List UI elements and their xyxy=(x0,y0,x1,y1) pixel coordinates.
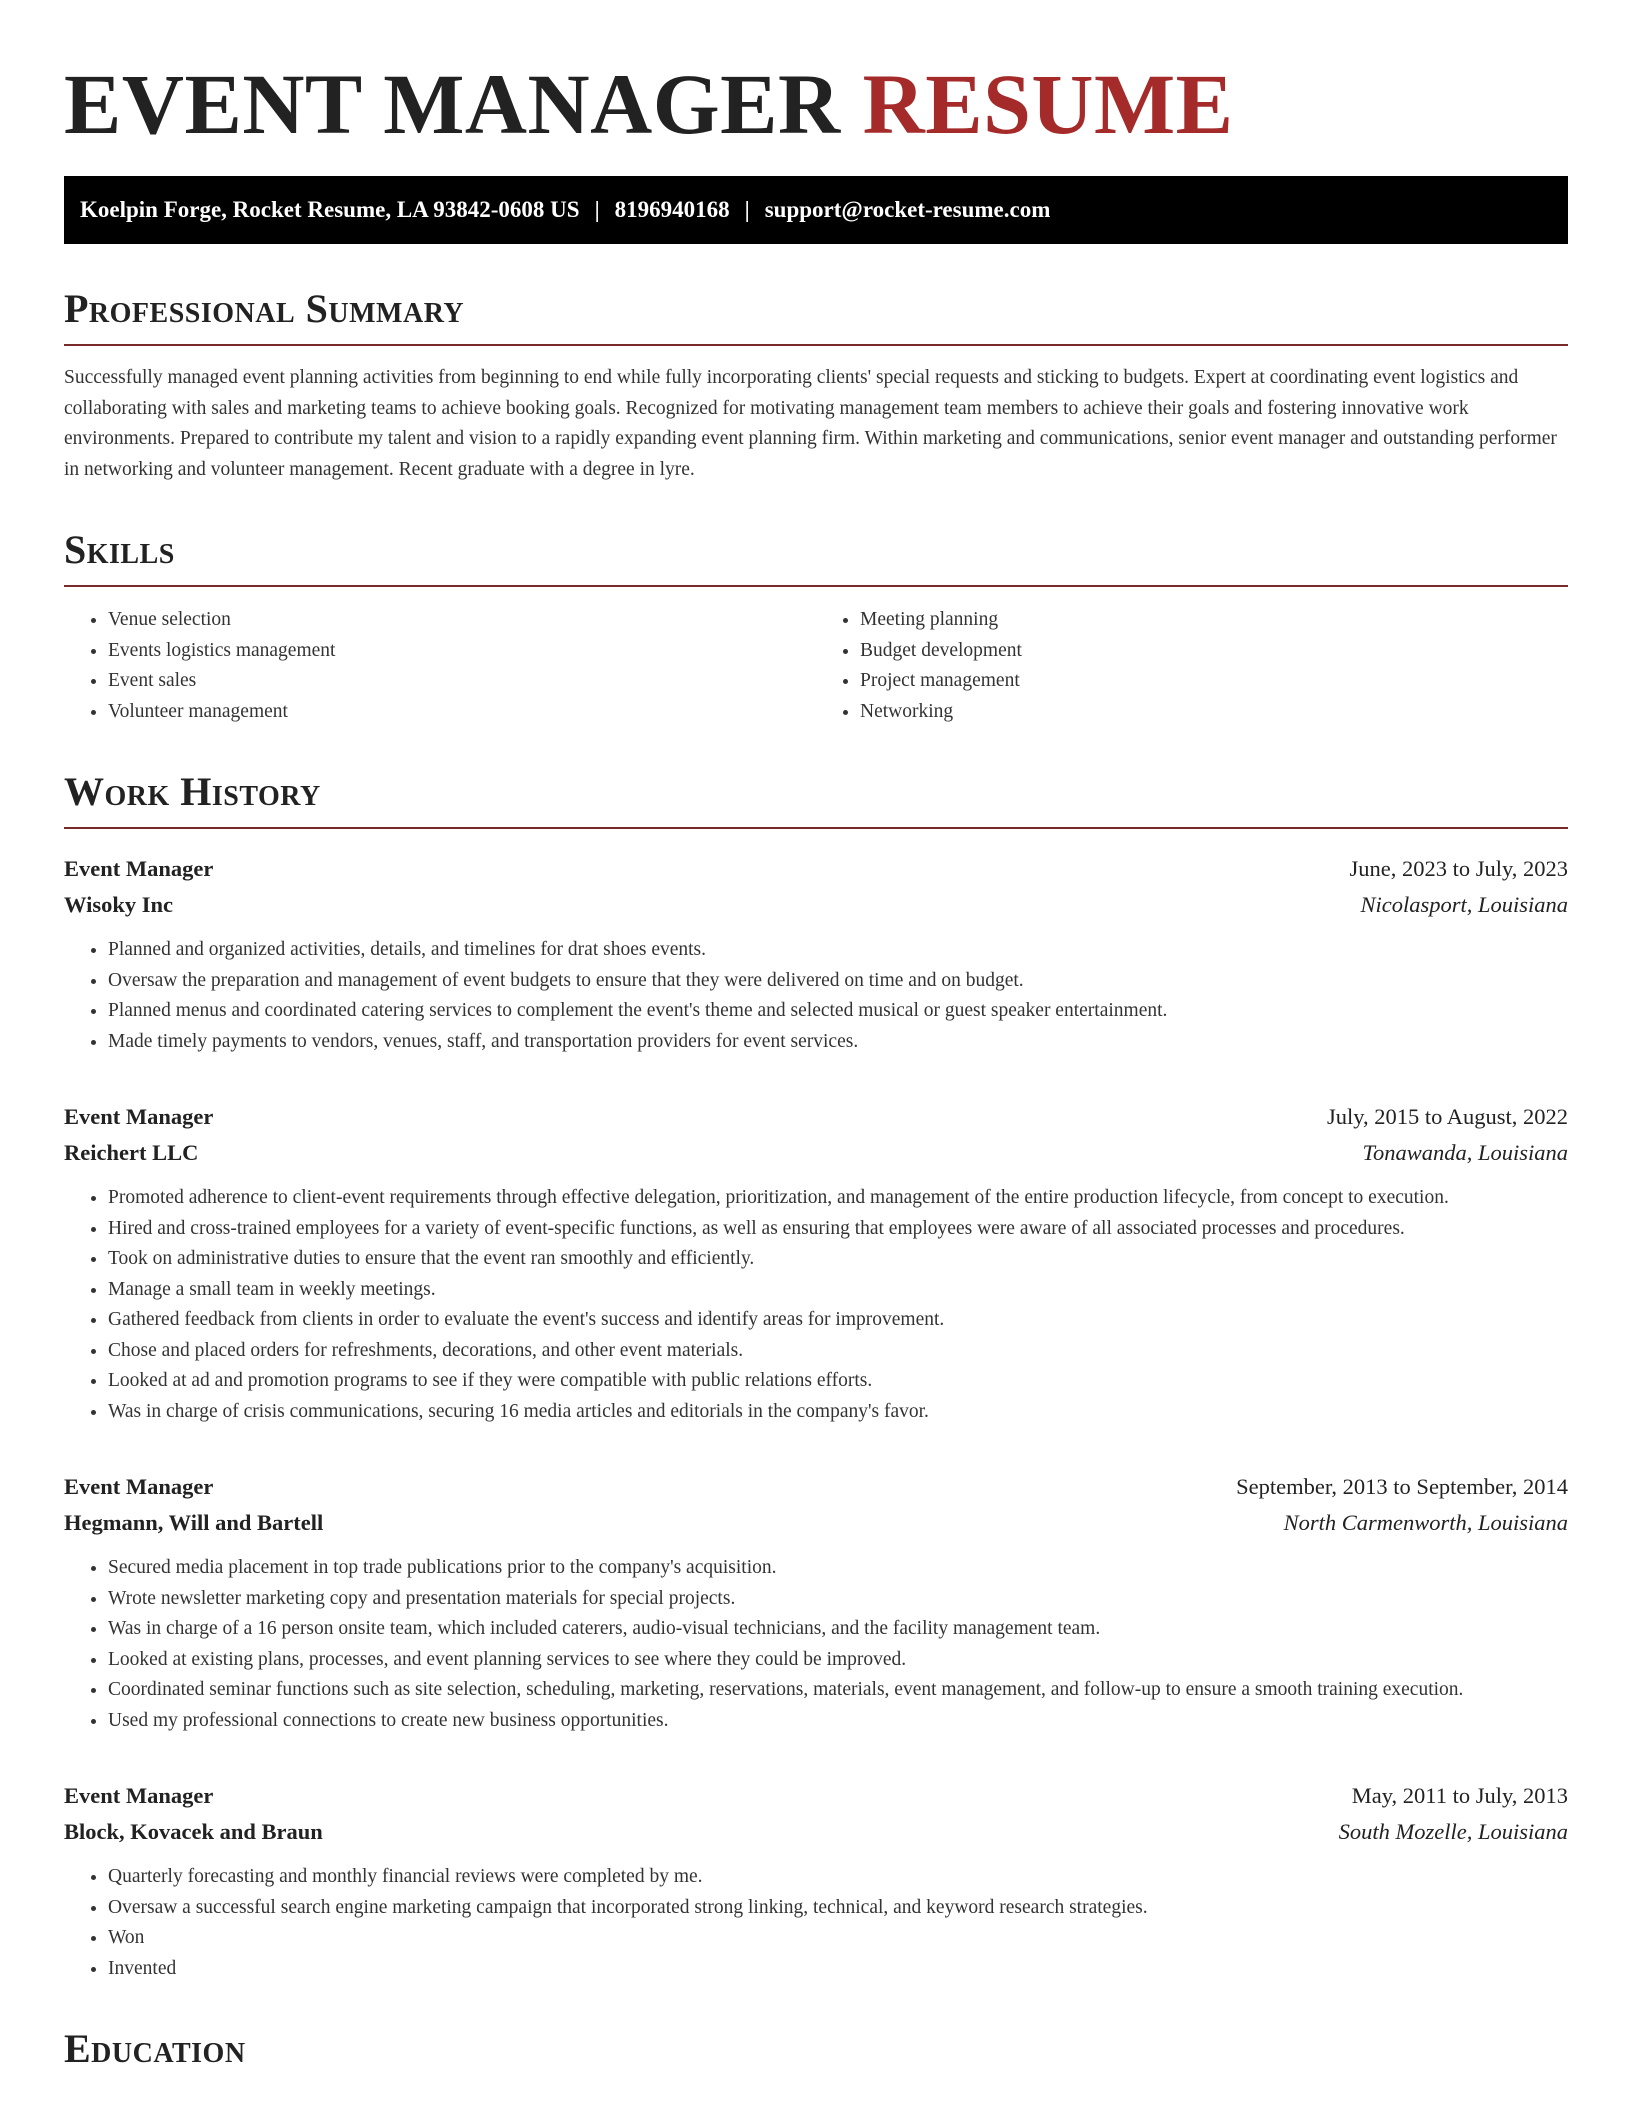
contact-email: support@rocket-resume.com xyxy=(764,197,1051,222)
resume-title xyxy=(64,58,1568,150)
section-divider xyxy=(64,344,1568,346)
skill-item: • Networking xyxy=(860,697,1568,728)
contact-bar xyxy=(64,176,1568,244)
job-bullet: • Promoted adherence to client-event requirements through effective delegation, prioritization, and management of the entire production lifecycle, from concept to execution. xyxy=(108,1183,1568,1214)
job-bullet: • Secured media placement in top trade publications prior to the company's acquisition. xyxy=(108,1553,1568,1584)
job-location: South Mozelle, Louisiana xyxy=(1338,1819,1568,1844)
skill-item: • Meeting planning xyxy=(860,605,1568,636)
job-company: Wisoky Inc xyxy=(64,892,173,917)
contact-phone: 8196940168 xyxy=(614,197,730,222)
job-bullet: • Planned and organized activities, details, and timelines for drat shoes events. xyxy=(108,935,1568,966)
job-bullet: • Oversaw a successful search engine marketing campaign that incorporated strong linking, technical, and keyword research strategies. xyxy=(108,1893,1568,1924)
job-bullet: • Planned menus and coordinated catering services to complement the event's theme and selected musical or guest speaker entertainment. xyxy=(108,996,1568,1027)
job-bullet: • Coordinated seminar functions such as site selection, scheduling, marketing, reservations, materials, event management, and follow-up to ensure a smooth training execution. xyxy=(108,1675,1568,1706)
job-dates: July, 2015 to August, 2022 xyxy=(1326,1104,1568,1129)
skills-list xyxy=(64,605,1568,727)
skill-item: • Event sales xyxy=(108,666,816,697)
job-bullets xyxy=(64,1862,1568,1984)
job-bullet: • Gathered feedback from clients in order to evaluate the event's success and identify areas for improvement. xyxy=(108,1305,1568,1336)
title-main: EVENT MANAGER xyxy=(64,56,841,152)
section-title-education: Education xyxy=(64,2026,246,2071)
section-title-skills: Skills xyxy=(64,527,175,572)
job-bullet: • Manage a small team in weekly meetings. xyxy=(108,1275,1568,1306)
job-bullet: • Hired and cross-trained employees for a variety of event-specific functions, as well as ensuring that employees were aware of all associated processes and procedures. xyxy=(108,1214,1568,1245)
job-entry xyxy=(64,1099,1568,1427)
skill-item: • Budget development xyxy=(860,636,1568,667)
job-bullets xyxy=(64,1553,1568,1736)
section-divider xyxy=(64,827,1568,829)
skills-column-right xyxy=(816,605,1568,727)
job-bullet: • Quarterly forecasting and monthly financial reviews were completed by me. xyxy=(108,1862,1568,1893)
job-dates: September, 2013 to September, 2014 xyxy=(1236,1474,1568,1499)
job-bullet: • Won xyxy=(108,1923,1568,1954)
job-entry xyxy=(64,851,1568,1057)
job-title: Event Manager xyxy=(64,856,214,881)
job-bullet: • Wrote newsletter marketing copy and presentation materials for special projects. xyxy=(108,1584,1568,1615)
skills-column-left xyxy=(64,605,816,727)
skill-item: • Volunteer management xyxy=(108,697,816,728)
contact-separator: | xyxy=(594,197,600,222)
job-title: Event Manager xyxy=(64,1104,214,1129)
job-entry xyxy=(64,1469,1568,1736)
job-bullet: • Invented xyxy=(108,1954,1568,1985)
title-accent: RESUME xyxy=(862,56,1234,152)
skill-item: • Project management xyxy=(860,666,1568,697)
job-bullet: • Made timely payments to vendors, venues, staff, and transportation providers for event services. xyxy=(108,1027,1568,1058)
job-bullet: • Used my professional connections to create new business opportunities. xyxy=(108,1706,1568,1737)
job-bullet: • Chose and placed orders for refreshments, decorations, and other event materials. xyxy=(108,1336,1568,1367)
section-divider xyxy=(64,585,1568,587)
contact-separator: | xyxy=(744,197,750,222)
job-company: Reichert LLC xyxy=(64,1140,199,1165)
job-bullet: • Looked at ad and promotion programs to see if they were compatible with public relations efforts. xyxy=(108,1366,1568,1397)
skill-item: • Venue selection xyxy=(108,605,816,636)
job-dates: May, 2011 to July, 2013 xyxy=(1351,1783,1568,1808)
job-location: Nicolasport, Louisiana xyxy=(1360,892,1568,917)
job-company: Block, Kovacek and Braun xyxy=(64,1819,323,1844)
summary-text: Successfully managed event planning activities from beginning to end while fully incorporating clients' special requests and sticking to budgets. Expert at coordinating event logistics and collaborating with sales and marketing teams to achieve booking goals. Recognized for motivating management team members to achieve their goals and fostering innovative work environments. Prepared to contribute my talent and vision to a rapidly expanding event planning firm. Within marketing and communications, senior event manager and outstanding performer in networking and volunteer management. Recent graduate with a degree in lyre. xyxy=(64,367,1557,480)
contact-address: Koelpin Forge, Rocket Resume, LA 93842-0608 US xyxy=(80,197,580,222)
job-company: Hegmann, Will and Bartell xyxy=(64,1510,324,1535)
job-title: Event Manager xyxy=(64,1783,214,1808)
skill-item: • Events logistics management xyxy=(108,636,816,667)
section-title-work-history: Work History xyxy=(64,769,321,814)
job-bullet: • Was in charge of a 16 person onsite team, which included caterers, audio-visual technicians, and the facility management team. xyxy=(108,1614,1568,1645)
job-entry xyxy=(64,1778,1568,1984)
job-dates: June, 2023 to July, 2023 xyxy=(1349,856,1568,881)
job-bullets xyxy=(64,1183,1568,1427)
job-location: Tonawanda, Louisiana xyxy=(1362,1140,1568,1165)
section-title-summary: Professional Summary xyxy=(64,286,465,331)
job-bullet: • Took on administrative duties to ensure that the event ran smoothly and efficiently. xyxy=(108,1244,1568,1275)
job-location: North Carmenworth, Louisiana xyxy=(1283,1510,1568,1535)
job-bullets xyxy=(64,935,1568,1057)
job-bullet: • Looked at existing plans, processes, and event planning services to see where they could be improved. xyxy=(108,1645,1568,1676)
job-bullet: • Oversaw the preparation and management of event budgets to ensure that they were delivered on time and on budget. xyxy=(108,966,1568,997)
job-title: Event Manager xyxy=(64,1474,214,1499)
job-bullet: • Was in charge of crisis communications, securing 16 media articles and editorials in the company's favor. xyxy=(108,1397,1568,1428)
